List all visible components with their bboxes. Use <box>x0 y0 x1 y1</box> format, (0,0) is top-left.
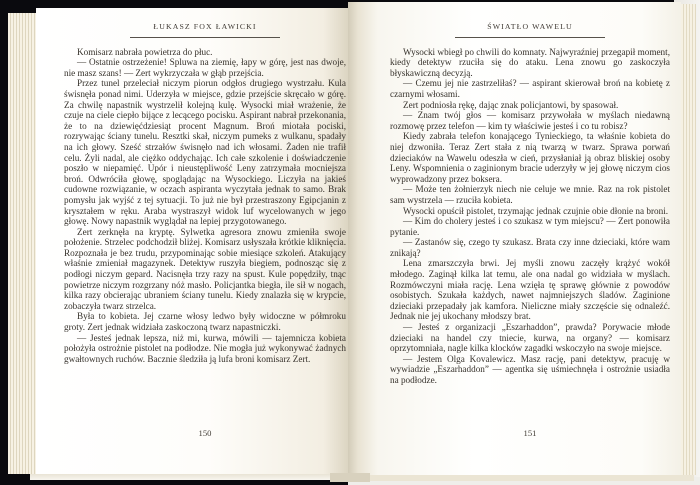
paragraph: — Znam twój głos — komisarz przywołała w myślach niedawną rozmowę przez telefon — kim ty właściwie jesteś i co tu robisz? <box>390 110 670 131</box>
paragraph: Komisarz nabrała powietrza do płuc. <box>77 46 213 57</box>
paragraph: Lena zmarszczyła brwi. Jej myśli znowu zaczęły krążyć wokół młodego. Zaginął kilka lat temu, ale ona nadal go widziała w myślach. Rozmówczyni miała rację. Lena wzięła tę sprawę głównie z powodów osobistych. Szukała każdych, nawet najmniejszych śladów. Zaginione dzieciaki przepadały jak kamfora. Nieliczne miały szczęście się odnaleźć. Jednak nie jej ukochany młodszy brat. <box>390 258 670 322</box>
page-stack-right-edge <box>681 4 696 475</box>
paragraph: — Jestem Olga Kovalewicz. Masz rację, pani detektyw, pracuję w wywiadzie „Eszarhaddon” — agentka się uśmiechnęła i ostrożnie usiadła na podłodze. <box>390 353 670 385</box>
spine-bottom-edge <box>330 473 370 482</box>
paragraph: Zert podniosła rękę, dając znak policjantowi, by spasował. <box>403 99 619 110</box>
paragraph: Wysocki wbiegł po chwili do komnaty. Najwyraźniej przegapił moment, kiedy detektyw rzuciła się do ataku. Lena znowu go zaskoczyła błyskawiczną decyzją. <box>390 46 670 78</box>
paragraph: — Może ten żołnierzyk niech nie celuje we mnie. Raz na rok pistolet sam wystrzela — rzuciła kobieta. <box>390 184 670 205</box>
page-text <box>64 47 346 365</box>
paragraph: — Kim do cholery jesteś i co szukasz w tym miejscu? — Zert ponowiła pytanie. <box>390 216 670 237</box>
bottom-page-edge-left <box>30 474 348 480</box>
bottom-page-edge-right <box>348 475 694 481</box>
page-stack-left-edge <box>8 13 36 474</box>
paragraph: — Ostatnie ostrzeżenie! Spluwa na ziemię, łapy w górę, jest nas dwoje, nie masz szans! — Zert wykrzyczała w głąb przejścia. <box>64 57 346 78</box>
page-text <box>390 47 670 386</box>
paragraph: — Jesteś z organizacji „Eszarhaddon”, prawda? Porywacie młode dzieciaki na handel czy tniecie, kurwa, na organy? — komisarz oprzytomniała, nagle kilka klocków zagadki wskoczyło na swoje miejsce. <box>390 322 670 354</box>
paragraph: Była to kobieta. Jej czarne włosy ledwo były widoczne w półmroku groty. Zert jednak widziała zaskoczoną twarz napastniczki. <box>64 311 346 333</box>
paragraph: — Czemu jej nie zastrzeliłaś? — aspirant skierował broń na kobietę z czarnymi włosami. <box>390 78 670 99</box>
paragraph: Wysocki opuścił pistolet, trzymając jednak czujnie obie dłonie na broni. <box>403 205 669 216</box>
paragraph: — Zastanów się, czego ty szukasz. Brata czy inne dzieciaki, które wam znikają? <box>390 237 670 258</box>
running-header-title: ŚWIATŁO WAWELU <box>455 22 605 38</box>
paragraph: Zert zerknęła na kryptę. Sylwetka agresora znowu zmieniła swoje położenie. Strzelec podchodził bliżej. Komisarz usłyszała krótkie kliknięcia. Rozpoznała je bez trudu, przypominając sobie miesiące szkoleń. Atakujący właśnie zmieniał magazynek. Detektyw ruszyła biegiem, podnosząc się z podłogi niczym gepard. Nacisnęła trzy razy na spust. Kule popędziły, tnąc powietrze niczym rozgrzany nóż masło. Policjantka biegła, ile sił w nogach, kilka razy obcierając ubraniem ściany tunelu. Kiedy znalazła się w krypcie, zobaczyła twarz strzelca. <box>64 226 346 311</box>
running-header-author: ŁUKASZ FOX ŁAWICKI <box>130 22 280 38</box>
right-page-text-column <box>390 22 670 386</box>
left-page-text-column <box>64 22 346 364</box>
paragraph: Przez tunel przeleciał niczym piorun odgłos drugiego wystrzału. Kula świsnęła ponad nimi. Uderzyła w miejsce, gdzie przejście skręcało w górę. Za chwilę napastnik wystrzelił kolejną kulę. Wysocki miał wrażenie, że czuje na ciele ciepło bijące z lecącego pocisku. Aspirant nabrał przekonania, że to na dziewięćdziesiąt procent Magnum. Broń miotała pociski, rozrywając ściany tunelu. Resztki skał, niczym pumeks z wulkanu, spadały na ich głowy. Sześć strzałów świsnęło nad ich włosami. Żaden nie trafił celu. Żyli nadal, ale ciężko oddychając. Ich całe szkolenie i doświadczenie poszło w niepamięć. Upór i nieustępliwość Leny zatrzymała mocniejsza broń. Odwróciła głowę, spoglądając na Wysockiego. Liczyła na jakieś cudowne rozwiązanie, w oczach aspiranta wyczytała jednak to samo. Brak pomysłu jak wyjść z tej sytuacji. To już nie był przestraszony Egipcjanin z kryształem w ręku. Araba wystraszył widok luf wycelowanych w jego głowę. Nowy napastnik wyglądał na lepiej przygotowanego. <box>64 78 346 227</box>
page-number-right: 151 <box>523 428 537 438</box>
paragraph: Kiedy zabrała telefon konającego Tynieckiego, ta właśnie kobieta do niej dzwoniła. Teraz Zert stała z nią twarzą w twarz. Sprawa porwań dzieciaków na Wawelu odeszła w cień, przysłaniał ją obraz bliskiej osoby Leny. Wspomnienia o zaginionym bracie uderzyły w jej głowę niczym cios wyprowadzony przez boksera. <box>390 131 670 184</box>
page-number-left: 150 <box>198 428 212 438</box>
paragraph: — Jesteś jednak lepsza, niż mi, kurwa, mówili — tajemnicza kobieta położyła ostrożnie pistolet na podłodze. Nie mogła już wykonywać żadnych gwałtownych ruchów. Bacznie śledziła ją lufa broni komisarz Zert. <box>64 332 346 364</box>
